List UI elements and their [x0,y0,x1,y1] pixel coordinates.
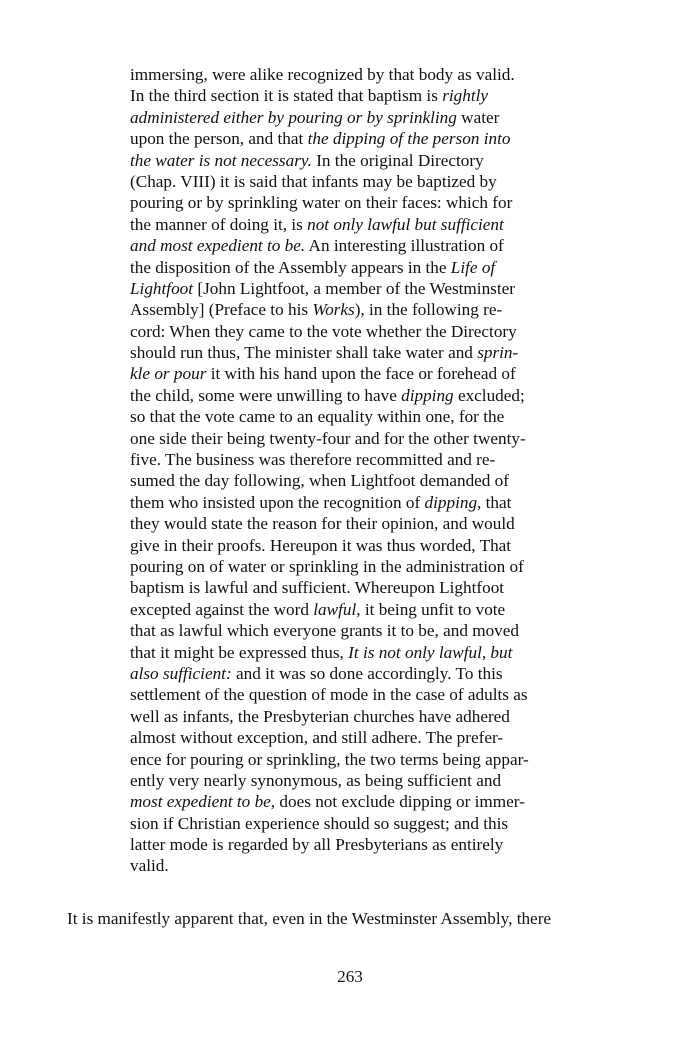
text-run: that as lawful which everyone grants it to be, and moved [130,621,519,641]
quote-line [130,791,560,812]
text-run: should run thus, The minister shall take water and [130,343,478,363]
italic-text: lawful, [313,599,361,619]
text-run: and it was so done accordingly. To this [231,663,503,683]
italic-text: Lightfoot [130,278,194,298]
quote-line [130,192,560,213]
quote-line [130,406,560,427]
italic-text: dipping, [424,492,482,512]
text-run: immersing, were alike recognized by that body as valid. [130,65,515,84]
italic-text: It is not only lawful, but [348,642,513,662]
quote-line [130,85,560,106]
text-run: ), in the following re- [354,300,503,320]
italic-text: dipping [401,385,454,405]
italic-text: and most expedient to be. [130,236,306,256]
quote-line [130,150,560,171]
italic-text: most expedient to be, [130,792,276,812]
quote-line [130,299,560,320]
text-run: valid. [130,856,169,876]
text-run: ently very nearly synonymous, as being sufficient and [130,770,502,790]
italic-text: kle or pour [130,364,207,384]
text-run: (Chap. VIII) it is said that infants may be baptized by [130,171,497,191]
quote-line [130,834,560,855]
quote-line [130,321,560,342]
quote-line [130,128,560,149]
quote-line [130,385,560,406]
quote-line [130,577,560,598]
quote-line [130,107,560,128]
quote-line [130,235,560,256]
quote-line [130,470,560,491]
quote-line [130,449,560,470]
text-run: give in their proofs. Hereupon it was thus worded, That [130,535,512,555]
text-run: well as infants, the Presbyterian churches have adhered [130,706,510,726]
quote-line [130,684,560,705]
quote-line [130,642,560,663]
text-run: excepted against the word [130,599,314,619]
quote-line [130,727,560,748]
text-run: one side their being twenty-four and for the other twenty- [130,428,526,448]
italic-text: Works [312,300,355,320]
text-run: latter mode is regarded by all Presbyterians as entirely [130,835,504,855]
text-run: pouring on of water or sprinkling in the administration of [130,556,524,576]
text-run: Assembly] (Preface to his [130,300,313,320]
italic-text: the water is not necessary. [130,150,312,170]
italic-text: the dipping of the person into [307,129,511,149]
page-number: 263 [337,967,363,986]
text-run: them who insisted upon the recognition of [130,492,425,512]
italic-text: administered either by pouring or by sprinkling [130,107,457,127]
text-run: [John Lightfoot, a member of the Westminster [193,278,515,298]
italic-text: Life of [450,257,496,277]
quote-line [130,428,560,449]
text-run: the disposition of the Assembly appears in the [130,257,451,277]
text-run: that [481,492,512,512]
text-run: does not exclude dipping or immer- [275,792,525,812]
text-run: so that the vote came to an equality within one, for the [130,407,505,427]
italic-text: not only lawful but sufficient [307,214,504,234]
text-run: the manner of doing it, is [130,214,308,234]
text-run: the child, some were unwilling to have [130,385,402,405]
text-run: pouring or by sprinkling water on their faces: which for [130,193,513,213]
text-run: it with his hand upon the face or forehead of [206,364,516,384]
text-run: excluded; [453,385,525,405]
body-paragraph [67,908,627,929]
text-run: An interesting illustration of [305,236,504,256]
quote-line [130,535,560,556]
text-run: baptism is lawful and sufficient. Whereupon Lightfoot [130,578,505,598]
italic-text: also sufficient: [130,663,232,683]
quote-line [130,278,560,299]
quote-line [130,257,560,278]
text-run: that it might be expressed thus, [130,642,349,662]
quote-line [130,663,560,684]
text-run: almost without exception, and still adhere. The prefer- [130,728,504,748]
text-run: In the third section it is stated that baptism is [130,86,443,106]
quote-line [130,492,560,513]
text-run: upon the person, and that [130,129,308,149]
quote-line [130,64,560,85]
text-run: water [456,107,500,127]
text-run: they would state the reason for their opinion, and would [130,514,515,534]
text-run: In the original Directory [311,150,484,170]
text-run: it being unfit to vote [360,599,506,619]
quote-line [130,556,560,577]
italic-text: sprin- [477,343,519,363]
quote-line [130,749,560,770]
text-run: ence for pouring or sprinkling, the two terms being appar- [130,749,529,769]
quote-line [130,363,560,384]
text-run: five. The business was therefore recommitted and re- [130,450,496,470]
text-run: settlement of the question of mode in the case of adults as [130,685,528,705]
quote-line [130,620,560,641]
text-run: sion if Christian experience should so suggest; and this [130,813,509,833]
text-run: sumed the day following, when Lightfoot demanded of [130,471,509,491]
quote-line [130,855,560,876]
text-run: It is manifestly apparent that, even in the Westminster Assembly, there [67,909,552,928]
italic-text: rightly [442,86,489,106]
quote-line [130,171,560,192]
text-run: cord: When they came to the vote whether the Directory [130,321,517,341]
quote-line [130,706,560,727]
quote-line [130,599,560,620]
quote-line [130,214,560,235]
body-line [67,908,627,929]
quote-line [130,342,560,363]
block-quote [130,64,560,877]
quote-line [130,513,560,534]
quote-line [130,770,560,791]
quote-line [130,813,560,834]
